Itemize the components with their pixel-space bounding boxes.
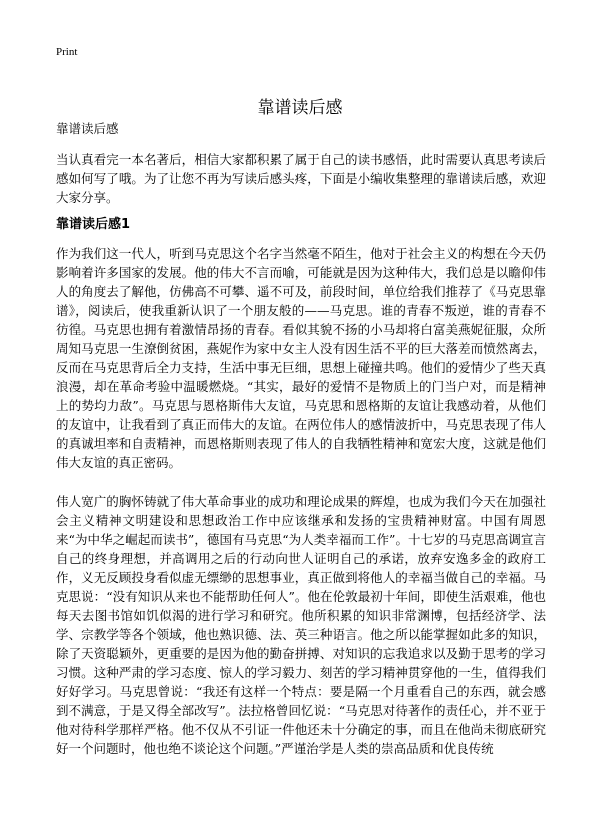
document-subtitle: 靠谱读后感 bbox=[56, 121, 119, 136]
body-paragraph-1: 作为我们这一代人，听到马克思这个名字当然毫不陌生，他对于社会主义的构想在今天仍影响着许多国家的发展。他的伟大不言而喻，可能就是因为这种伟大，我们总是以瞻仰伟人的角度去了解他，仿佛高不可攀、遥不可及，前段时间，单位给我们推荐了《马克思靠谱》，阅读后，使我重新认识了一个朋友般的——马克思。谁的青春不叛逆，谁的青春不彷徨。马克思也拥有着激情昂扬的青春。看似其貌不扬的小马却将白富美燕妮征服，众所周知马克思一生潦倒贫困，燕妮作为家中女主人没有因生活不平的巨大落差而愤然离去，反而在马克思背后全力支持，生活中事无巨细，思想上碰撞共鸣。他们的爱情少了些天真浪漫，却在革命考验中温暖燃烧。“其实，最好的爱情不是物质上的门当户对，而是精神上的势均力敌”。马克思与恩格斯伟大友谊，马克思和恩格斯的友谊让我感动着，从他们的友谊中，让我看到了真正而伟大的友谊。在两位伟人的感情波折中，马克思表现了伟人的真诚坦率和自责精神，而恩格斯则表现了伟人的自我牺牲精神和宽宏大度，这就是他们伟大友谊的真正密码。 bbox=[56, 246, 546, 470]
document-title: 靠谱读后感 bbox=[257, 98, 343, 119]
body-paragraph-2: 伟人宽广的胸怀铸就了伟大革命事业的成功和理论成果的辉煌，也成为我们今天在加强社会主义精神文明建设和思想政治工作中应该继承和发扬的宝贵精神财富。中国有周恩来“为中华之崛起而读书”，德国有马克思“为人类幸福而工作”。十七岁的马克思高调宣言自己的终身理想，并高调用之后的行动向世人证明自己的承诺，放弃安逸多金的政府工作，义无反顾投身看似虚无缥缈的思想事业，真正做到将他人的幸福当做自己的幸福。马克思说：“没有知识从来也不能帮助任何人”。他在伦敦最初十年间，即使生活艰难，他也每天去图书馆如饥似渴的进行学习和研究。他所积累的知识非常渊博，包括经济学、法学、宗教学等各个领域，他也熟识德、法、英三种语言。他之所以能掌握如此多的知识，除了天资聪颖外，更重要的是因为他的勤奋拼搏、对知识的忘我追求以及勤于思考的学习习惯。这种严肃的学习态度、惊人的学习毅力、刻苦的学习精神贯穿他的一生，值得我们好好学习。马克思曾说：“我还有这样一个特点：要是隔一个月重看自己的东西，就会感到不满意，于是又得全部改写”。法拉格曾回忆说：“马克思对待著作的责任心，并不亚于他对待科学那样严格。他不仅从不引证一件他还未十分确定的事，而且在他尚未彻底研究好一个问题时，他也绝不谈论这个问题。”严谨治学是人类的崇高品质和优良传统 bbox=[56, 494, 546, 756]
section-heading: 靠谱读后感1 bbox=[56, 217, 131, 232]
intro-paragraph: 当认真看完一本名著后，相信大家都积累了属于自己的读书感悟，此时需要认真思考读后感如何写了哦。为了让您不再为写读后感头疼，下面是小编收集整理的靠谱读后感，欢迎大家分享。 bbox=[56, 152, 546, 205]
print-label: Print bbox=[56, 46, 78, 58]
